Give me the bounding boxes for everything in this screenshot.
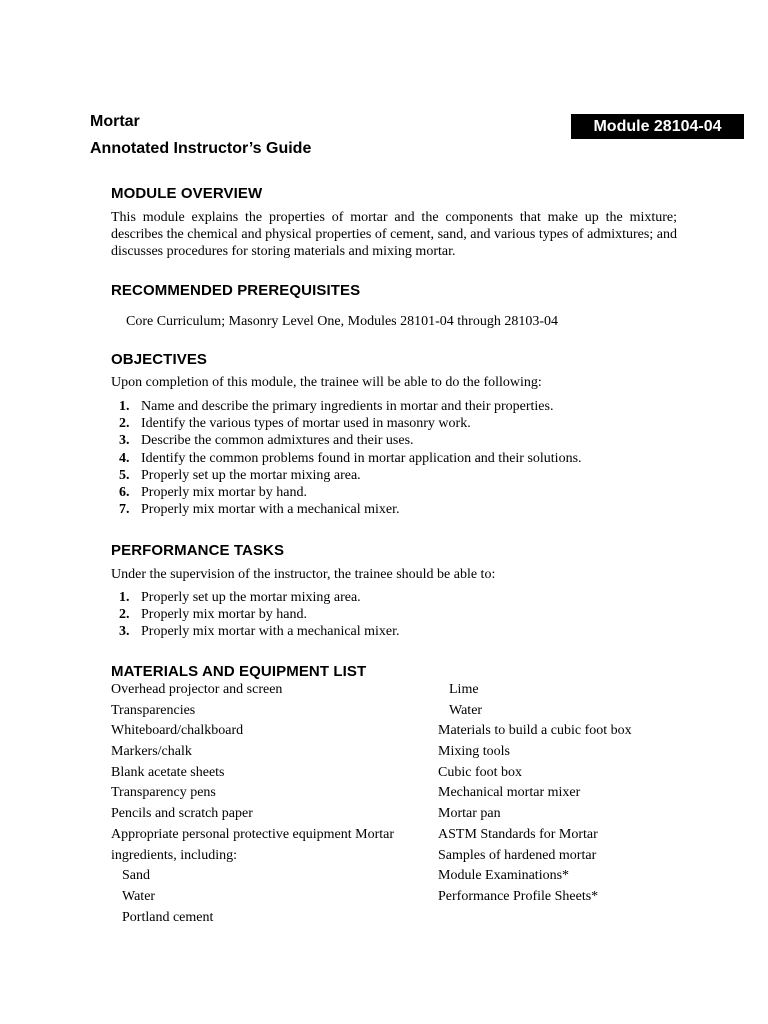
objectives-heading: OBJECTIVES [111, 351, 208, 368]
prerequisites-text: Core Curriculum; Masonry Level One, Modules 28101-04 through 28103-04 [126, 314, 558, 329]
material-item: Mechanical mortar mixer [438, 785, 581, 801]
tasks-heading: PERFORMANCE TASKS [111, 542, 285, 559]
objective-item: 6. Properly mix mortar by hand. [119, 484, 308, 500]
material-subitem: Portland cement [122, 909, 214, 925]
tasks-list [111, 589, 400, 641]
material-item: Transparency pens [111, 785, 216, 801]
material-subitem: Water [449, 702, 483, 718]
objectives-intro: Upon completion of this module, the trainee will be able to do the following: [111, 375, 542, 390]
overview-heading: MODULE OVERVIEW [111, 185, 263, 202]
material-item: Materials to build a cubic foot box [438, 723, 632, 739]
task-item: 3. Properly mix mortar with a mechanical mixer. [119, 624, 400, 640]
material-subitem: Sand [122, 868, 150, 884]
material-item: Samples of hardened mortar [438, 847, 597, 863]
materials-left-column [111, 680, 394, 928]
objective-item: 1. Name and describe the primary ingredients in mortar and their properties. [119, 399, 554, 414]
material-item: Whiteboard/chalkboard [111, 723, 244, 739]
objective-item: 5. Properly set up the mortar mixing area. [119, 467, 361, 483]
task-item: 1. Properly set up the mortar mixing area. [119, 590, 361, 605]
material-item: Appropriate personal protective equipment Mortar [111, 826, 395, 842]
material-item: ASTM Standards for Mortar [438, 826, 598, 842]
material-item: Mortar pan [438, 806, 501, 822]
objective-item: 2. Identify the various types of mortar used in masonry work. [119, 416, 471, 432]
material-subitem: Lime [449, 682, 479, 697]
objective-item: 3. Describe the common admixtures and their uses. [119, 433, 414, 449]
material-item: Transparencies [111, 702, 196, 718]
material-item: Module Examinations* [438, 868, 570, 884]
objective-item: 7. Properly mix mortar with a mechanical mixer. [119, 502, 400, 518]
objective-item: 4. Identify the common problems found in mortar application and their solutions. [119, 450, 582, 466]
material-item: Overhead projector and screen [111, 682, 283, 697]
materials-heading: MATERIALS AND EQUIPMENT LIST [111, 663, 367, 680]
materials-right-column [438, 680, 632, 908]
document-title: Mortar [90, 113, 140, 130]
overview-text: This module explains the properties of mortar and the components that make up the mixture; describes the chemical and physical properties of cement, sand, and various types of admixtures; and discusses procedures for storing materials and mixing mortar. [111, 210, 677, 259]
tasks-intro: Under the supervision of the instructor, the trainee should be able to: [111, 567, 496, 582]
material-item: Markers/chalk [111, 744, 192, 760]
prerequisites-heading: RECOMMENDED PREREQUISITES [111, 282, 361, 299]
material-item: Performance Profile Sheets* [438, 888, 599, 904]
material-item: Pencils and scratch paper [111, 806, 253, 822]
material-item: Cubic foot box [438, 764, 522, 780]
material-item: ingredients, including: [111, 847, 237, 863]
material-item: Mixing tools [438, 744, 510, 760]
material-subitem: Water [122, 888, 156, 904]
objectives-list [111, 398, 582, 518]
task-item: 2. Properly mix mortar by hand. [119, 607, 308, 623]
material-item: Blank acetate sheets [111, 764, 225, 780]
document-subtitle: Annotated Instructor’s Guide [90, 140, 312, 157]
module-number-badge: Module 28104-04 [571, 114, 744, 139]
